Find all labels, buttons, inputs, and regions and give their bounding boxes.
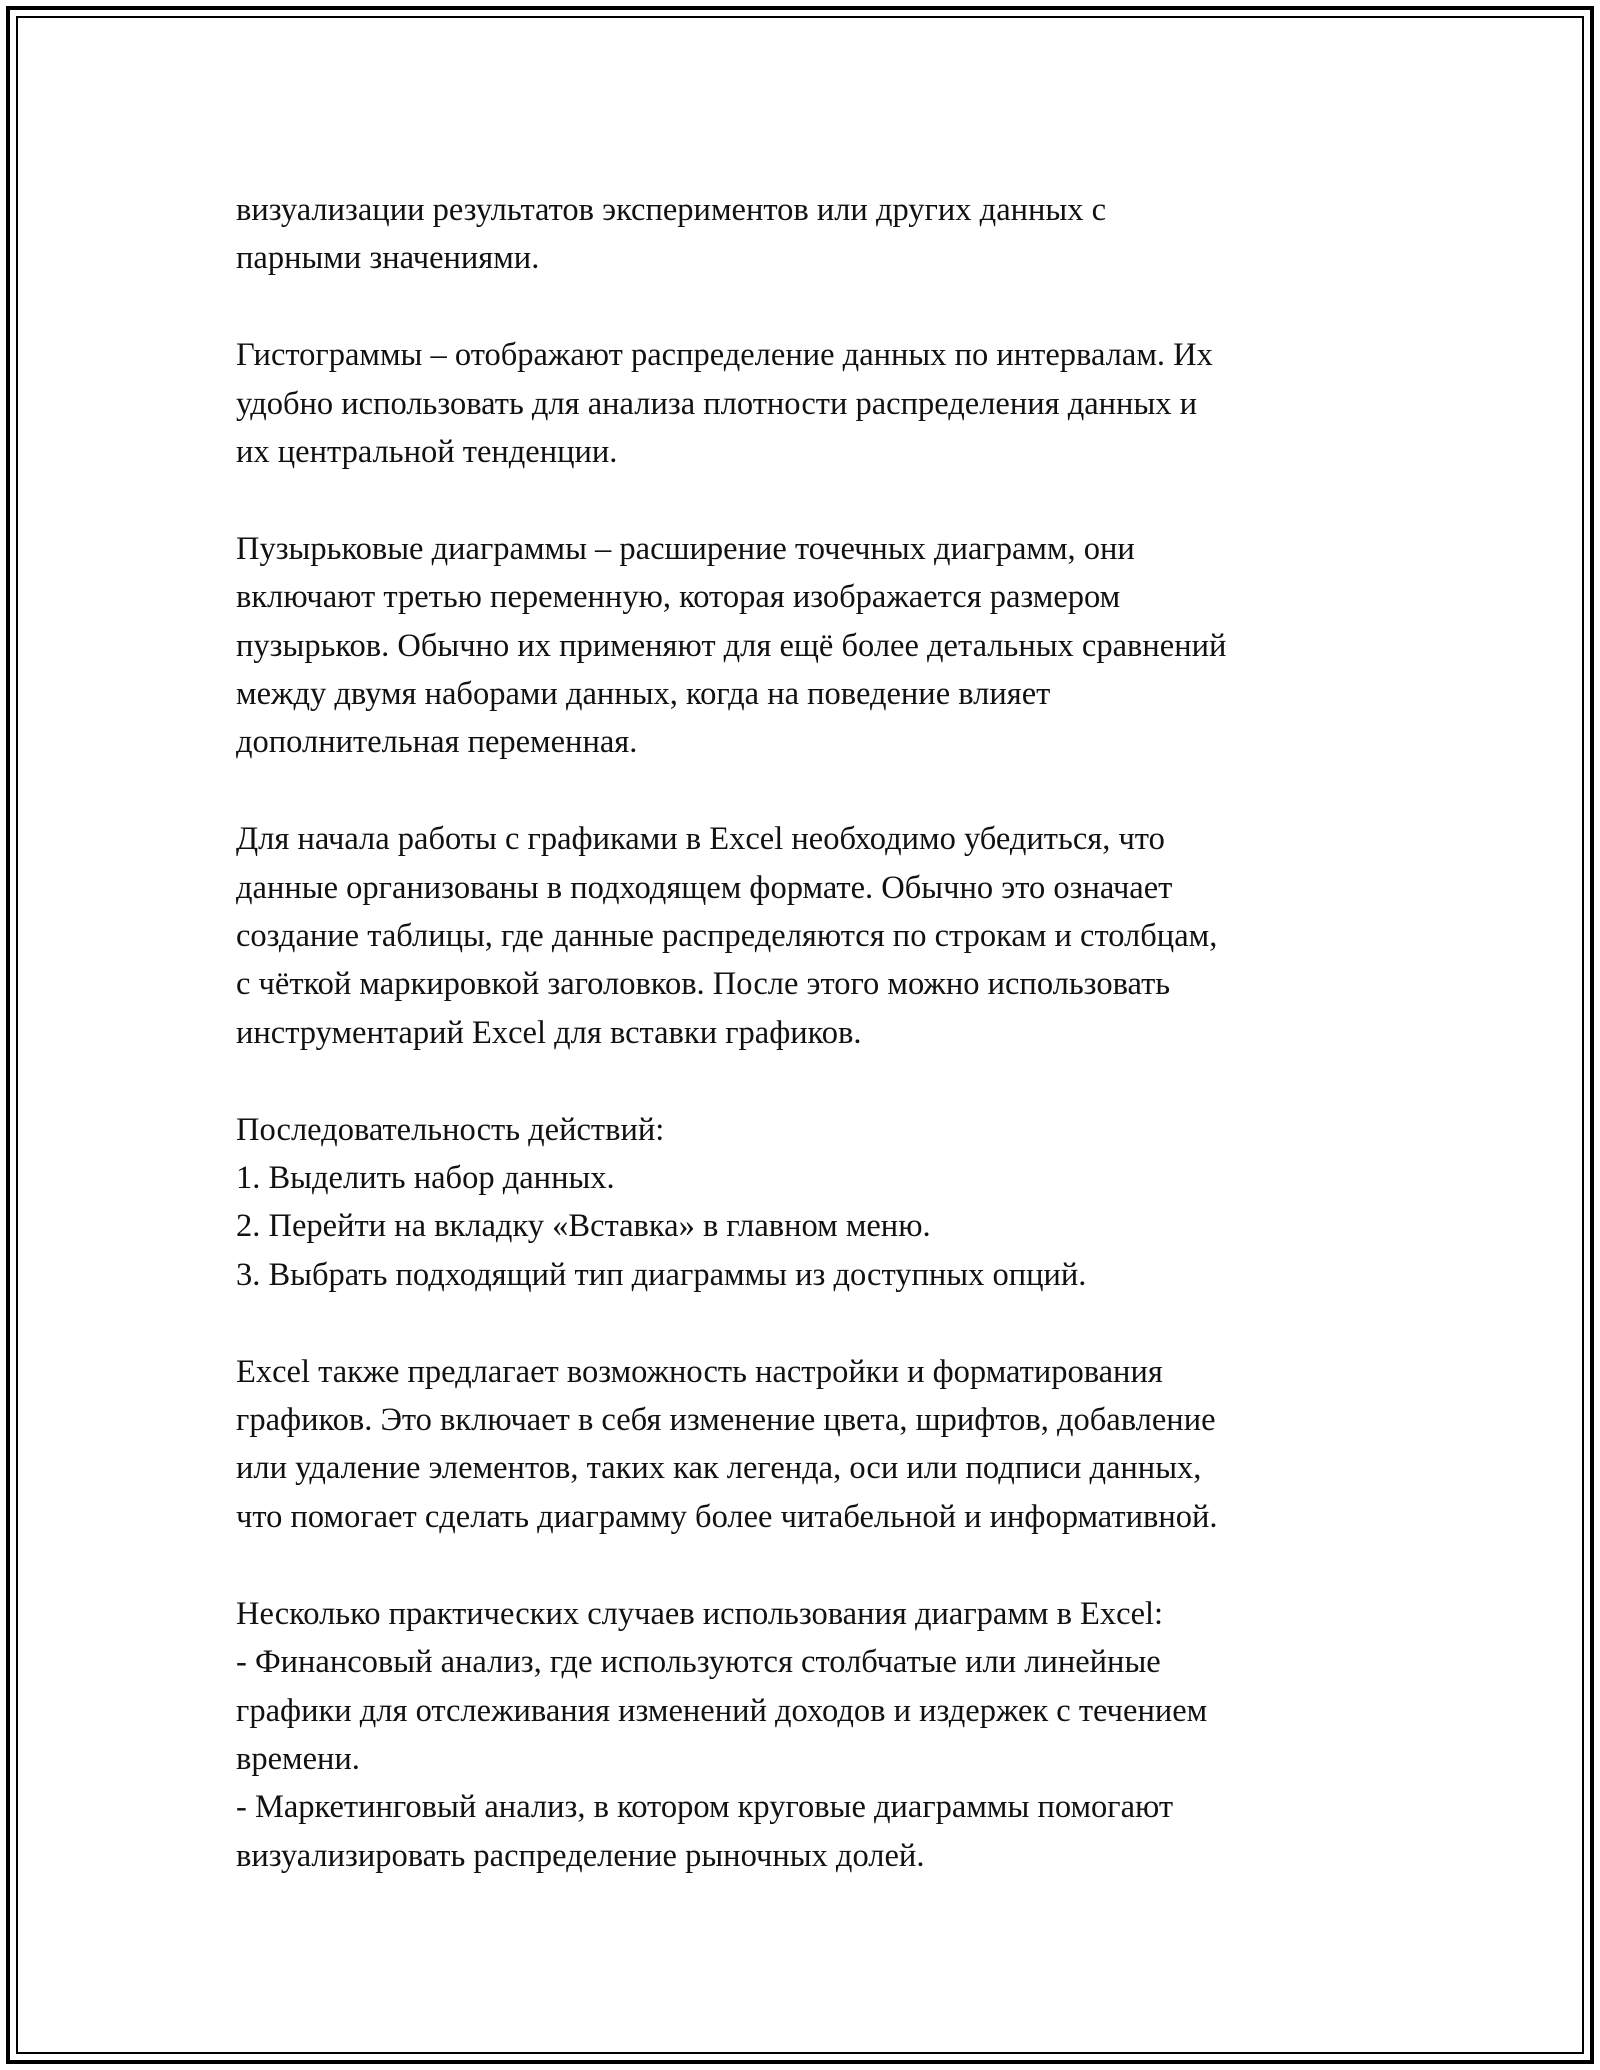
text-line: визуализации результатов экспериментов или других данных с <box>236 192 1107 228</box>
text-line: между двумя наборами данных, когда на поведение влияет <box>236 676 1051 713</box>
list-item: - Финансовый анализ, где используются столбчатые или линейные <box>236 1644 1161 1681</box>
text-line: Пузырьковые диаграммы – расширение точечных диаграмм, они <box>236 530 1135 567</box>
text-line: Гистограммы – отображают распределение данных по интервалам. Их <box>236 337 1213 374</box>
text-line: Для начала работы с графиками в Excel необходимо убедиться, что <box>236 821 1165 858</box>
text-line: инструментарий Excel для вставки графиков. <box>236 1014 862 1051</box>
text-line: их центральной тенденции. <box>236 434 618 471</box>
paragraph-getting-started <box>236 815 1366 1057</box>
text-line: графиков. Это включает в себя изменение цвета, шрифтов, добавление <box>236 1402 1216 1439</box>
text-line: времени. <box>236 1740 360 1777</box>
paragraph-formatting <box>236 1348 1366 1542</box>
text-line: или удаление элементов, таких как легенда, оси или подписи данных, <box>236 1450 1202 1487</box>
text-line: графики для отслеживания изменений доходов и издержек с течением <box>236 1692 1208 1729</box>
paragraph-scatter-continued <box>236 186 1366 283</box>
text-line: Excel также предлагает возможность настройки и форматирования <box>236 1353 1163 1390</box>
text-line: дополнительная переменная. <box>236 724 638 761</box>
list-item: 2. Перейти на вкладку «Вставка» в главном меню. <box>236 1208 931 1245</box>
text-line: что помогает сделать диаграмму более читабельной и информативной. <box>236 1498 1218 1535</box>
list-heading: Последовательность действий: <box>236 1111 665 1148</box>
list-item: 1. Выделить набор данных. <box>236 1160 615 1197</box>
text-line: пузырьков. Обычно их применяют для ещё более детальных сравнений <box>236 627 1227 664</box>
text-line: удобно использовать для анализа плотности распределения данных и <box>236 385 1198 422</box>
text-line: данные организованы в подходящем формате. Обычно это означает <box>236 869 1173 906</box>
paragraph-steps-list <box>236 1106 1366 1300</box>
list-item: 3. Выбрать подходящий тип диаграммы из доступных опций. <box>236 1256 1087 1293</box>
document-body <box>236 186 1366 1929</box>
text-line: визуализировать распределение рыночных долей. <box>236 1837 925 1874</box>
paragraph-use-cases <box>236 1590 1366 1880</box>
text-line: парными значениями. <box>236 240 540 277</box>
text-line: с чёткой маркировкой заголовков. После этого можно использовать <box>236 966 1171 1003</box>
list-item: - Маркетинговый анализ, в котором круговые диаграммы помогают <box>236 1789 1174 1826</box>
text-line: включают третью переменную, которая изображается размером <box>236 579 1121 616</box>
paragraph-bubble-charts <box>236 525 1366 767</box>
list-heading: Несколько практических случаев использования диаграмм в Excel: <box>236 1595 1164 1632</box>
paragraph-histograms <box>236 331 1366 476</box>
text-line: создание таблицы, где данные распределяются по строкам и столбцам, <box>236 918 1218 955</box>
